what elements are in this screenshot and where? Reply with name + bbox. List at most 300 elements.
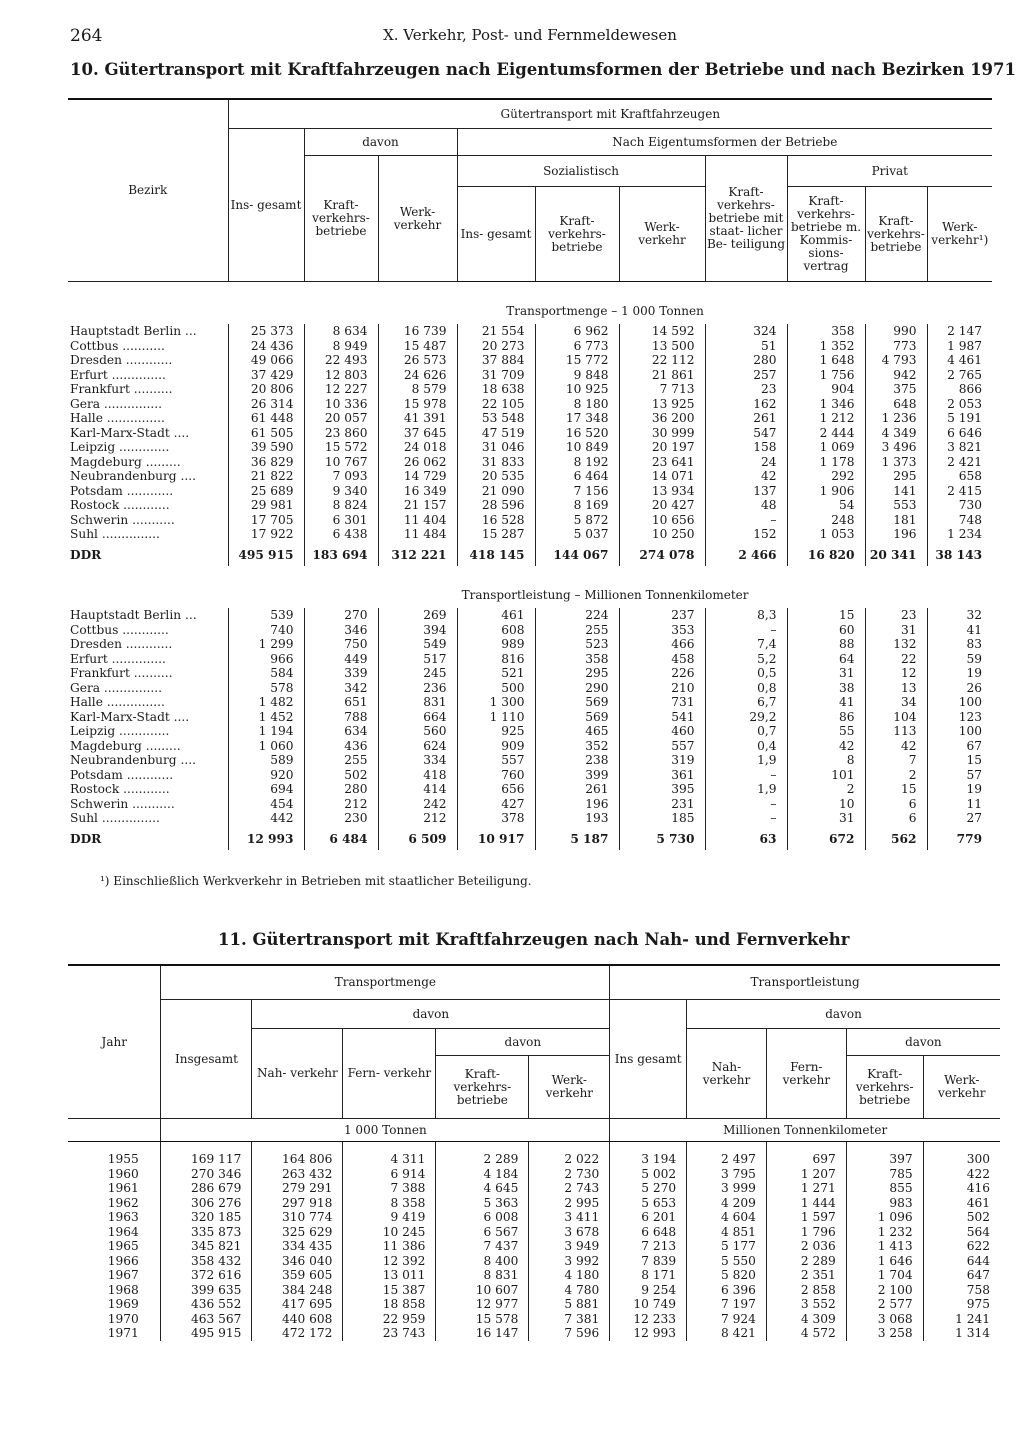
table-cell: 1 194 xyxy=(228,724,304,739)
table-cell: 26 314 xyxy=(228,397,304,412)
bezirk-name: Schwerin ........... xyxy=(70,796,175,811)
table-cell: 990 xyxy=(865,324,927,339)
table-cell: 436 552 xyxy=(161,1297,252,1312)
year-label: 1964 xyxy=(107,1224,139,1239)
table-cell: 26 573 xyxy=(378,353,457,368)
bezirk-name: Cottbus ........... xyxy=(70,338,165,353)
table-cell: 1 212 xyxy=(787,411,865,426)
table-cell: 458 xyxy=(619,652,705,667)
table-cell: 12 993 xyxy=(228,826,304,851)
table-row xyxy=(68,1254,1000,1269)
table-cell: 560 xyxy=(378,724,457,739)
table-cell: 286 679 xyxy=(161,1181,252,1196)
table-cell: 6 201 xyxy=(610,1210,687,1225)
bezirk-name: Potsdam ............ xyxy=(70,767,174,782)
table-cell: 5 872 xyxy=(535,513,619,528)
bezirk-name: Halle ............... xyxy=(70,411,165,425)
table-cell: 23 860 xyxy=(304,426,378,441)
table-cell: 248 xyxy=(787,513,865,528)
table-cell: 15 387 xyxy=(343,1283,436,1298)
table-cell: 500 xyxy=(457,681,535,696)
page-header xyxy=(70,26,990,46)
table-cell: 375 xyxy=(865,382,927,397)
table-cell: 3 258 xyxy=(846,1326,923,1341)
table-cell: 9 848 xyxy=(535,368,619,383)
table-cell: 113 xyxy=(865,724,927,739)
col-t11-kraft-right: Kraft- verkehrs- betriebe xyxy=(846,1056,923,1119)
table-cell: 3 194 xyxy=(610,1142,687,1167)
table-cell: 100 xyxy=(927,695,992,710)
table-row xyxy=(68,623,992,638)
table-cell: 346 040 xyxy=(252,1254,343,1269)
bezirk-name: Magdeburg ......... xyxy=(70,738,181,753)
bezirk-name: Potsdam ............ xyxy=(70,483,174,498)
table-cell: 297 918 xyxy=(252,1196,343,1211)
table-cell: 8 358 xyxy=(343,1196,436,1211)
table-cell: 11 404 xyxy=(378,513,457,528)
table-cell: 226 xyxy=(619,666,705,681)
table-cell: 1 704 xyxy=(846,1268,923,1283)
table-cell: 7 596 xyxy=(529,1326,610,1341)
table-cell: 31 xyxy=(787,666,865,681)
table-cell: 152 xyxy=(705,527,787,542)
table-cell: 19 xyxy=(927,782,992,797)
table-cell: 731 xyxy=(619,695,705,710)
table-cell: 57 xyxy=(927,768,992,783)
table-cell: 855 xyxy=(846,1181,923,1196)
col-soz-insgesamt: Ins- gesamt xyxy=(457,187,535,282)
table-cell: 1 597 xyxy=(766,1210,846,1225)
table-cell: 292 xyxy=(787,469,865,484)
col-t11-werk-right: Werk- verkehr xyxy=(923,1056,1000,1119)
bezirk-name: Erfurt .............. xyxy=(70,651,166,666)
col-jahr: Jahr xyxy=(68,965,161,1119)
table-cell: 14 071 xyxy=(619,469,705,484)
table-cell: 8 xyxy=(787,753,865,768)
table-cell: 564 xyxy=(923,1225,1000,1240)
table11-title: 11. Gütertransport mit Kraftfahrzeugen nach Nah- und Fernverkehr xyxy=(218,930,850,949)
table-cell: 440 608 xyxy=(252,1312,343,1327)
table-cell: 310 774 xyxy=(252,1210,343,1225)
table-cell: 12 227 xyxy=(304,382,378,397)
table-cell: 42 xyxy=(705,469,787,484)
table-cell: 19 xyxy=(927,666,992,681)
table-cell: 466 xyxy=(619,637,705,652)
table-cell: 30 999 xyxy=(619,426,705,441)
col-t11-kraft: Kraft- verkehrs- betriebe xyxy=(436,1056,529,1119)
table-cell: 2 577 xyxy=(846,1297,923,1312)
table-cell: 578 xyxy=(228,681,304,696)
table-cell: 449 xyxy=(304,652,378,667)
col-kraftverkehrsbetriebe: Kraft- verkehrs- betriebe xyxy=(304,156,378,282)
table-cell: 7 093 xyxy=(304,469,378,484)
table-cell: 358 xyxy=(535,652,619,667)
table-cell: 144 067 xyxy=(535,542,619,567)
table-cell: 22 xyxy=(865,652,927,667)
table-cell: 5 363 xyxy=(436,1196,529,1211)
table-cell: 16 820 xyxy=(787,542,865,567)
table-row xyxy=(68,455,992,470)
table10-title: 10. Gütertransport mit Kraftfahrzeugen nach Eigentumsformen der Betriebe und nach Bezirken 1971 xyxy=(70,60,1017,79)
table-row xyxy=(68,1283,1000,1298)
table-cell: 11 xyxy=(927,797,992,812)
table-cell: 104 xyxy=(865,710,927,725)
table-cell: 23 641 xyxy=(619,455,705,470)
table-cell: 3 949 xyxy=(529,1239,610,1254)
table-cell: 270 xyxy=(304,608,378,623)
table-cell: 2 xyxy=(787,782,865,797)
table-row xyxy=(68,695,992,710)
table-cell: 320 185 xyxy=(161,1210,252,1225)
table-cell: 13 xyxy=(865,681,927,696)
table-cell: 788 xyxy=(304,710,378,725)
table-cell: 1 234 xyxy=(927,527,992,542)
table-row xyxy=(68,1326,1000,1341)
table-cell: 25 373 xyxy=(228,324,304,339)
table-cell: 2 289 xyxy=(766,1254,846,1269)
table-cell: 37 884 xyxy=(457,353,535,368)
table-cell: 9 340 xyxy=(304,484,378,499)
table-cell: 193 xyxy=(535,811,619,826)
table-cell: 7 213 xyxy=(610,1239,687,1254)
table-cell: 7 388 xyxy=(343,1181,436,1196)
table-cell: 6 464 xyxy=(535,469,619,484)
table-cell: 334 xyxy=(378,753,457,768)
col-sozialistisch: Sozialistisch xyxy=(457,156,705,187)
table-cell: 2 351 xyxy=(766,1268,846,1283)
table-cell: 5 270 xyxy=(610,1181,687,1196)
table-cell: 31 xyxy=(787,811,865,826)
table-cell: 29 981 xyxy=(228,498,304,513)
col-t11-fern: Fern- verkehr xyxy=(343,1029,436,1119)
table-cell: 569 xyxy=(535,710,619,725)
table-cell: 3 411 xyxy=(529,1210,610,1225)
table-cell: 64 xyxy=(787,652,865,667)
bezirk-name: Halle ............... xyxy=(70,695,165,709)
table-cell: 553 xyxy=(865,498,927,513)
table-cell: 651 xyxy=(304,695,378,710)
table-cell: 647 xyxy=(923,1268,1000,1283)
table-cell: 132 xyxy=(865,637,927,652)
table-cell: 0,7 xyxy=(705,724,787,739)
table-cell: 20 535 xyxy=(457,469,535,484)
table-cell: 224 xyxy=(535,608,619,623)
table-cell: 61 448 xyxy=(228,411,304,426)
col-t11-davon-right: davon xyxy=(687,1000,1000,1029)
bezirk-name: Leipzig ............. xyxy=(70,440,170,454)
year-label: 1965 xyxy=(107,1239,139,1253)
table-cell: 358 432 xyxy=(161,1254,252,1269)
table-cell: 5 187 xyxy=(535,826,619,851)
table-cell: 361 xyxy=(619,768,705,783)
table-cell: 10 749 xyxy=(610,1297,687,1312)
table-row xyxy=(68,513,992,528)
table-cell: 5 820 xyxy=(687,1268,767,1283)
table-cell: 26 xyxy=(927,681,992,696)
table-cell: 5 730 xyxy=(619,826,705,851)
units-spacer xyxy=(68,1119,161,1142)
table-cell: 442 xyxy=(228,811,304,826)
table-cell: 21 554 xyxy=(457,324,535,339)
table-cell: 2 743 xyxy=(529,1181,610,1196)
table-row xyxy=(68,368,992,383)
table-cell: 397 xyxy=(846,1142,923,1167)
table-cell: 5 550 xyxy=(687,1254,767,1269)
table-cell: 758 xyxy=(923,1283,1000,1298)
col-soz-werk: Werk- verkehr xyxy=(619,187,705,282)
table-cell: 4 461 xyxy=(927,353,992,368)
table-cell: 7 924 xyxy=(687,1312,767,1327)
table-cell: 280 xyxy=(304,782,378,797)
table-cell: 1 796 xyxy=(766,1225,846,1240)
table-cell: 137 xyxy=(705,484,787,499)
table-cell: 1 207 xyxy=(766,1167,846,1182)
table-cell: 584 xyxy=(228,666,304,681)
col-soz-kraft: Kraft- verkehrs- betriebe xyxy=(535,187,619,282)
table-cell: 15 487 xyxy=(378,339,457,354)
table-cell: 230 xyxy=(304,811,378,826)
col-eigentum: Nach Eigentumsformen der Betriebe xyxy=(457,129,992,156)
table-cell: 60 xyxy=(787,623,865,638)
table-cell: 740 xyxy=(228,623,304,638)
table-cell: 42 xyxy=(787,739,865,754)
table-cell: 0,4 xyxy=(705,739,787,754)
table-cell: 8 634 xyxy=(304,324,378,339)
table-cell: 1 232 xyxy=(846,1225,923,1240)
table-cell: 24 018 xyxy=(378,440,457,455)
table-cell: 1 299 xyxy=(228,637,304,652)
table-row xyxy=(68,1167,1000,1182)
table-cell: 183 694 xyxy=(304,542,378,567)
table-row xyxy=(68,1142,1000,1167)
table-cell: 8 831 xyxy=(436,1268,529,1283)
table-cell: 3 496 xyxy=(865,440,927,455)
table-cell: 255 xyxy=(304,753,378,768)
table10 xyxy=(68,98,992,850)
table-cell: 760 xyxy=(457,768,535,783)
table-row xyxy=(68,469,992,484)
table-cell: 7 713 xyxy=(619,382,705,397)
col-bezirk: Bezirk xyxy=(68,99,228,282)
table-cell: 1 987 xyxy=(927,339,992,354)
table-cell: 5 037 xyxy=(535,527,619,542)
table-cell: 23 xyxy=(705,382,787,397)
table-cell: 10 xyxy=(787,797,865,812)
table-cell: 6 301 xyxy=(304,513,378,528)
table-cell: 521 xyxy=(457,666,535,681)
table-cell: 15 287 xyxy=(457,527,535,542)
table-cell: 295 xyxy=(535,666,619,681)
table-cell: 4 645 xyxy=(436,1181,529,1196)
table-cell: 418 145 xyxy=(457,542,535,567)
table-cell: 3 992 xyxy=(529,1254,610,1269)
table-cell: 6 648 xyxy=(610,1225,687,1240)
table-cell: 100 xyxy=(927,724,992,739)
table-row xyxy=(68,411,992,426)
table-cell: 339 xyxy=(304,666,378,681)
table-row xyxy=(68,339,992,354)
table-cell: 2 730 xyxy=(529,1167,610,1182)
table-cell: 7 381 xyxy=(529,1312,610,1327)
table-cell: 324 xyxy=(705,324,787,339)
table-cell: 6,7 xyxy=(705,695,787,710)
table-cell: 236 xyxy=(378,681,457,696)
table-cell: 1 241 xyxy=(923,1312,1000,1327)
bezirk-name: Hauptstadt Berlin ... xyxy=(70,324,197,338)
table-cell: 169 117 xyxy=(161,1142,252,1167)
table-cell: 8 421 xyxy=(687,1326,767,1341)
table-cell: 261 xyxy=(705,411,787,426)
table-row xyxy=(68,1225,1000,1240)
col-priv-kommission: Kraft- verkehrs- betriebe m. Kommis- sions- vertrag xyxy=(787,187,865,282)
table-cell: 549 xyxy=(378,637,457,652)
table-cell: 925 xyxy=(457,724,535,739)
table-cell: 1 482 xyxy=(228,695,304,710)
table-cell: 212 xyxy=(378,811,457,826)
table-cell: 38 143 xyxy=(927,542,992,567)
table-cell: 290 xyxy=(535,681,619,696)
table-row xyxy=(68,811,992,826)
table-cell: 9 254 xyxy=(610,1283,687,1298)
table-cell: 10 607 xyxy=(436,1283,529,1298)
table-cell: 2 289 xyxy=(436,1142,529,1167)
table-cell: 697 xyxy=(766,1142,846,1167)
col-t11-werk: Werk- verkehr xyxy=(529,1056,610,1119)
table-cell: 1 053 xyxy=(787,527,865,542)
table-cell: 10 849 xyxy=(535,440,619,455)
table-cell: 2 xyxy=(865,768,927,783)
table-cell: 181 xyxy=(865,513,927,528)
table-cell: 2 415 xyxy=(927,484,992,499)
table-cell: 634 xyxy=(304,724,378,739)
table-cell: 942 xyxy=(865,368,927,383)
table-cell: 334 435 xyxy=(252,1239,343,1254)
table-cell: 2 995 xyxy=(529,1196,610,1211)
table-cell: 38 xyxy=(787,681,865,696)
table-cell: 88 xyxy=(787,637,865,652)
table-cell: 8 400 xyxy=(436,1254,529,1269)
table-cell: 2 147 xyxy=(927,324,992,339)
table-cell: 10 336 xyxy=(304,397,378,412)
table-cell: 47 519 xyxy=(457,426,535,441)
table-cell: 904 xyxy=(787,382,865,397)
table-cell: 20 197 xyxy=(619,440,705,455)
table-cell: 15 772 xyxy=(535,353,619,368)
table-cell: 1 646 xyxy=(846,1254,923,1269)
table-cell: 15 578 xyxy=(436,1312,529,1327)
table-cell: 15 xyxy=(927,753,992,768)
table-cell: 196 xyxy=(535,797,619,812)
table-cell: 454 xyxy=(228,797,304,812)
table-row xyxy=(68,382,992,397)
table-cell: 342 xyxy=(304,681,378,696)
table-cell: 608 xyxy=(457,623,535,638)
table-cell: 1 271 xyxy=(766,1181,846,1196)
col-davon: davon xyxy=(304,129,457,156)
table-cell: 495 915 xyxy=(228,542,304,567)
table-cell: 730 xyxy=(927,498,992,513)
table-cell: 656 xyxy=(457,782,535,797)
table-cell: 0,8 xyxy=(705,681,787,696)
table-cell: 1 452 xyxy=(228,710,304,725)
table-cell: 372 616 xyxy=(161,1268,252,1283)
table-cell: 422 xyxy=(923,1167,1000,1182)
table-cell: 517 xyxy=(378,652,457,667)
table11 xyxy=(68,964,1000,1341)
total-label: DDR xyxy=(70,831,102,846)
total-row xyxy=(68,542,992,567)
table-cell: 18 858 xyxy=(343,1297,436,1312)
col-t11-nah: Nah- verkehr xyxy=(252,1029,343,1119)
table-cell: 67 xyxy=(927,739,992,754)
table-cell: 966 xyxy=(228,652,304,667)
table-cell: 263 432 xyxy=(252,1167,343,1182)
table-row xyxy=(68,1196,1000,1211)
bezirk-name: Magdeburg ......... xyxy=(70,454,181,469)
table-cell: 20 341 xyxy=(865,542,927,567)
table-cell: 6 396 xyxy=(687,1283,767,1298)
table-cell: 101 xyxy=(787,768,865,783)
table-cell: 2 444 xyxy=(787,426,865,441)
table-cell: 557 xyxy=(619,739,705,754)
table-cell: 13 934 xyxy=(619,484,705,499)
year-label: 1960 xyxy=(107,1166,139,1181)
table-cell: 53 548 xyxy=(457,411,535,426)
table-cell: 672 xyxy=(787,826,865,851)
year-label: 1966 xyxy=(107,1253,139,1268)
table-cell: – xyxy=(705,797,787,812)
col-transportmenge: Transportmenge xyxy=(161,965,610,1000)
col-t11-fern-right: Fern- verkehr xyxy=(766,1029,846,1119)
table-cell: 2 858 xyxy=(766,1283,846,1298)
table-cell: 6 914 xyxy=(343,1167,436,1182)
table-cell: 2 765 xyxy=(927,368,992,383)
table-cell: 831 xyxy=(378,695,457,710)
table-cell: 31 833 xyxy=(457,455,535,470)
table-cell: 523 xyxy=(535,637,619,652)
table-cell: 16 147 xyxy=(436,1326,529,1341)
table-cell: 399 xyxy=(535,768,619,783)
table-cell: 55 xyxy=(787,724,865,739)
table-cell: 10 917 xyxy=(457,826,535,851)
table-row xyxy=(68,498,992,513)
col-priv-werk: Werk- verkehr¹) xyxy=(927,187,992,282)
table-cell: 399 635 xyxy=(161,1283,252,1298)
table-cell: 325 629 xyxy=(252,1225,343,1240)
table-cell: 1 096 xyxy=(846,1210,923,1225)
section-label-row xyxy=(68,566,992,608)
total-row xyxy=(68,826,992,851)
bezirk-name: Leipzig ............. xyxy=(70,724,170,738)
table-cell: 12 993 xyxy=(610,1326,687,1341)
table-row xyxy=(68,1312,1000,1327)
table-cell: 989 xyxy=(457,637,535,652)
table-cell: 648 xyxy=(865,397,927,412)
table-row xyxy=(68,797,992,812)
table-cell: 22 493 xyxy=(304,353,378,368)
table-cell: 9 419 xyxy=(343,1210,436,1225)
table-cell: 21 090 xyxy=(457,484,535,499)
table-cell: 20 806 xyxy=(228,382,304,397)
table-cell: 1 373 xyxy=(865,455,927,470)
table-cell: 20 273 xyxy=(457,339,535,354)
table-cell: 63 xyxy=(705,826,787,851)
table-cell: 975 xyxy=(923,1297,1000,1312)
table-cell: 21 861 xyxy=(619,368,705,383)
table-cell: 257 xyxy=(705,368,787,383)
table-cell: 245 xyxy=(378,666,457,681)
unit-left: 1 000 Tonnen xyxy=(161,1119,610,1142)
